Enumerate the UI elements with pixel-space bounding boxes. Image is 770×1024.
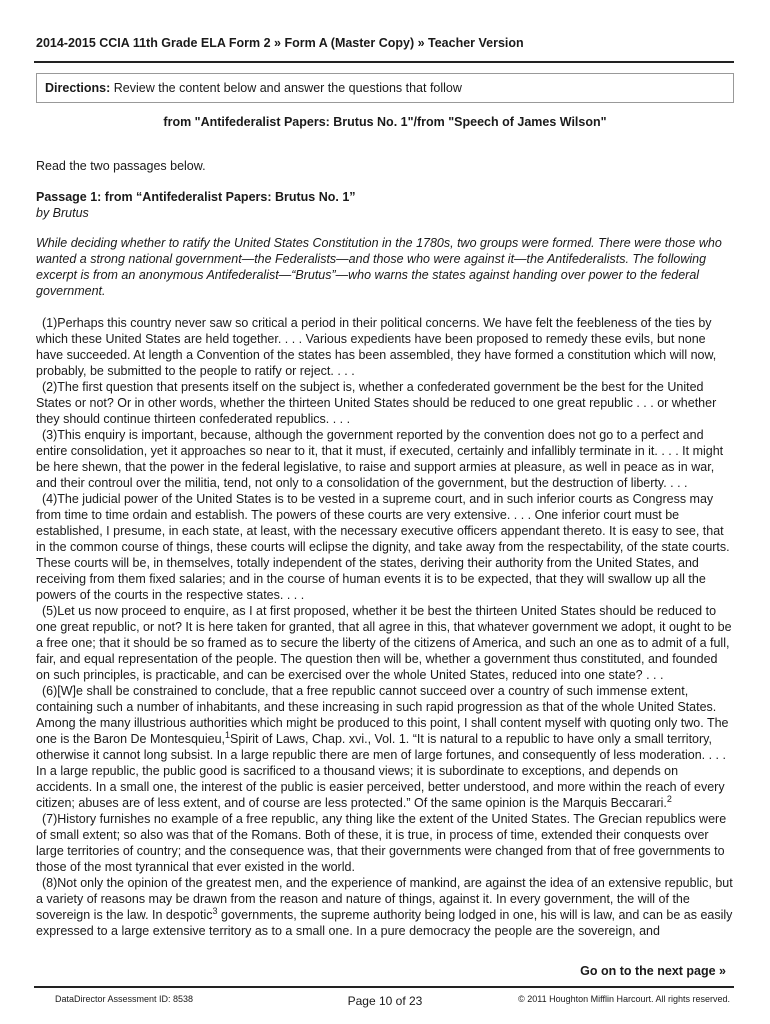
footnote-marker-2[interactable]: 2 bbox=[666, 793, 672, 804]
passage-title: Passage 1: from “Antifederalist Papers: Brutus No. 1” bbox=[36, 190, 356, 204]
passage-content bbox=[36, 158, 734, 939]
paragraph-3: (3)This enquiry is important, because, although the government reported by the convention does not go to a perfect and entire consolidation, yet it approaches so near to it, that it must, if executed, certainly and infallibly terminate in it. . . . It might be here shewn, that the power in the federal legislative, to raise and support armies at pleasure, as well in peace as in war, and their controul over the militia, tend, not only to a consolidation of the government, but the destruction of liberty. . . . bbox=[36, 428, 724, 490]
passage-context: While deciding whether to ratify the United States Constitution in the 1780s, two groups were formed. There were those who wanted a strong national government—the Federalists—and those who were against it—the Antifederalists. The following excerpt is from an anonymous Antifederalist—“Brutus”—who warns the states against handing over power to the federal government. bbox=[36, 236, 722, 298]
footer-page-number: Page 10 of 23 bbox=[347, 994, 423, 1008]
paragraph-1: (1)Perhaps this country never saw so critical a period in their political concerns. We have felt the feebleness of the ties by which these United States are held together. . . . Various expedients have been proposed to remedy these evils, but none have succeeded. At length a Convention of the states has been assembled, they have formed a constitution which will now, probably, be submitted to the people to ratify or reject. . . . bbox=[36, 316, 717, 378]
footnote-marker-3[interactable]: 3 bbox=[212, 905, 218, 916]
paragraph-8-part-2: governments, the supreme authority being lodged in one, his will is law, and can be as easily expressed to a large extensive territory as to a small one. In a pure democracy the people are the sovereign, and bbox=[36, 908, 733, 938]
page-header-title: 2014-2015 CCIA 11th Grade ELA Form 2 » Form A (Master Copy) » Teacher Version bbox=[36, 36, 524, 50]
paragraph-7: (7)History furnishes no example of a free republic, any thing like the extent of the United States. The Grecian republics were of small extent; so also was that of the Romans. Both of these, it is true, in process of time, extended their conquests over large territories of country; and the consequence was, that their governments were changed from that of free governments to those of the most tyrannical that ever existed in the world. bbox=[36, 812, 727, 874]
header-divider bbox=[34, 61, 734, 63]
next-page-link[interactable]: Go on to the next page » bbox=[580, 964, 726, 978]
directions-text: Review the content below and answer the questions that follow bbox=[113, 81, 462, 95]
passage-byline: by Brutus bbox=[36, 206, 89, 220]
paragraph-8-part-1: (8)Not only the opinion of the greatest men, and the experience of mankind, are against the idea of an extensive republic, but a variety of reasons may be drawn from the reason and nature of things, against it. In every government, the will of the sovereign is the law. In despotic bbox=[36, 876, 733, 922]
footer-assessment-id: DataDirector Assessment ID: 8538 bbox=[55, 994, 194, 1004]
directions-box bbox=[36, 73, 734, 103]
paragraph-6 bbox=[36, 683, 734, 811]
paragraph-6-part-1: (6)[W]e shall be constrained to conclude, that a free republic cannot succeed over a country of such immense extent, containing such a number of inhabitants, and these increasing in such rapid progression as that of the whole United States. Among the many illustrious authorities which might be produced to this point, I shall content myself with quoting only two. The one is the Baron De Montesquieu, bbox=[36, 684, 729, 746]
paragraph-6-part-2: Spirit of Laws, Chap. xvi., Vol. 1. “It is natural to a republic to have only a small territory, otherwise it cannot long subsist. In a large republic there are men of large fortunes, and consequently of less moderation. . . . In a large republic, the public good is sacrificed to a thousand views; it is subordinate to exceptions, and depends on accidents. In a small one, the interest of the public is easier perceived, better understood, and more within the reach of every citizen; abuses are of less extent, and of course are less protected.” Of the same opinion is the Marquis Beccarari. bbox=[36, 732, 726, 810]
paragraph-2: (2)The first question that presents itself on the subject is, whether a confederated government be the best for the United States or not? Or in other words, whether the thirteen United States should be reduced to one great republic . . . or whether they should continue thirteen confederated republics. . . . bbox=[36, 380, 717, 426]
paragraph-4: (4)The judicial power of the United States is to be vested in a supreme court, and in such inferior courts as Congress may from time to time ordain and establish. The powers of these courts are very extensive. . . . One inferior court must be established, I presume, in each state, at least, with the necessary executive officers appendant thereto. It is easy to see, that in the common course of things, these courts will eclipse the dignity, and take away from the respectability, of the state courts. These courts will be, in themselves, totally independent of the states, deriving their authority from the United States, and receiving from them fixed salaries; and in the course of human events it is to be expected, that they will swallow up all the powers of the courts in the respective states. . . . bbox=[36, 492, 730, 602]
footnote-marker-1[interactable]: 1 bbox=[225, 729, 231, 740]
paragraph-8 bbox=[36, 875, 734, 939]
intro-text: Read the two passages below. bbox=[36, 159, 206, 173]
paragraph-5: (5)Let us now proceed to enquire, as I at first proposed, whether it be best the thirteen United States should be reduced to one great republic, or not? It is here taken for granted, that all agree in this, that whatever government we adopt, it ought to be a free one; that it should be so framed as to secure the liberty of the citizens of America, and such an one as to admit of a full, fair, and equal representation of the people. The question then will be, whether a government thus constituted, and founded on such principles, is practicable, and can be exercised over the whole United States, reduced into one state? . . . bbox=[36, 604, 732, 682]
footer-divider bbox=[34, 986, 734, 988]
directions-label: Directions: bbox=[45, 81, 111, 95]
footer-copyright: © 2011 Houghton Mifflin Harcourt. All rights reserved. bbox=[518, 994, 730, 1004]
source-title: from "Antifederalist Papers: Brutus No. 1"/from "Speech of James Wilson" bbox=[163, 115, 607, 129]
